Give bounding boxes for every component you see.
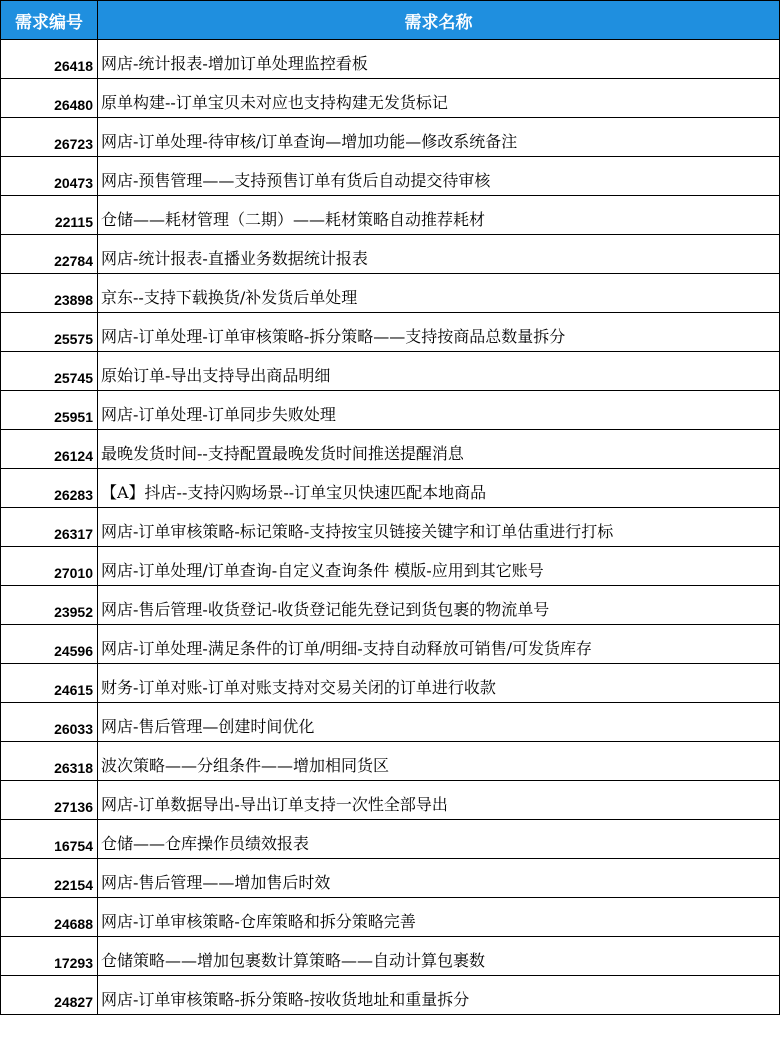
table-row	[1, 508, 780, 547]
requirement-id-cell: 24615	[1, 664, 98, 703]
requirement-name-cell: 仓储策略——增加包裹数计算策略——自动计算包裹数	[98, 937, 780, 976]
table-row	[1, 79, 780, 118]
requirement-name-cell: 【A】抖店--支持闪购场景--订单宝贝快速匹配本地商品	[98, 469, 780, 508]
requirement-name-cell: 网店-订单处理-待审核/订单查询—增加功能—修改系统备注	[98, 118, 780, 157]
requirement-id-cell: 26418	[1, 40, 98, 79]
table-row	[1, 898, 780, 937]
table-row	[1, 547, 780, 586]
requirement-name-cell: 财务-订单对账-订单对账支持对交易关闭的订单进行收款	[98, 664, 780, 703]
table-row	[1, 703, 780, 742]
table-row	[1, 313, 780, 352]
requirement-name-cell: 原单构建--订单宝贝未对应也支持构建无发货标记	[98, 79, 780, 118]
requirement-id-cell: 25951	[1, 391, 98, 430]
requirement-id-cell: 26317	[1, 508, 98, 547]
table-row	[1, 664, 780, 703]
requirement-id-cell: 26480	[1, 79, 98, 118]
requirement-name-cell: 网店-订单审核策略-标记策略-支持按宝贝链接关键字和订单估重进行打标	[98, 508, 780, 547]
requirement-name-cell: 仓储——仓库操作员绩效报表	[98, 820, 780, 859]
requirement-id-cell: 23952	[1, 586, 98, 625]
table-row	[1, 40, 780, 79]
requirement-id-cell: 22784	[1, 235, 98, 274]
requirement-name-cell: 波次策略——分组条件——增加相同货区	[98, 742, 780, 781]
table-row	[1, 937, 780, 976]
requirement-id-cell: 25575	[1, 313, 98, 352]
requirement-id-cell: 16754	[1, 820, 98, 859]
requirement-name-cell: 网店-订单审核策略-拆分策略-按收货地址和重量拆分	[98, 976, 780, 1015]
table-row	[1, 391, 780, 430]
requirement-name-cell: 仓储——耗材管理（二期）——耗材策略自动推荐耗材	[98, 196, 780, 235]
requirement-name-cell: 网店-预售管理——支持预售订单有货后自动提交待审核	[98, 157, 780, 196]
requirement-id-cell: 22115	[1, 196, 98, 235]
requirement-name-cell: 网店-售后管理——增加售后时效	[98, 859, 780, 898]
table-row	[1, 742, 780, 781]
requirement-id-cell: 26723	[1, 118, 98, 157]
requirement-name-cell: 网店-订单处理-满足条件的订单/明细-支持自动释放可销售/可发货库存	[98, 625, 780, 664]
requirement-id-cell: 26283	[1, 469, 98, 508]
requirement-id-cell: 23898	[1, 274, 98, 313]
requirement-name-cell: 网店-订单数据导出-导出订单支持一次性全部导出	[98, 781, 780, 820]
table-row	[1, 196, 780, 235]
requirement-id-cell: 24596	[1, 625, 98, 664]
requirement-name-cell: 网店-订单处理-订单审核策略-拆分策略——支持按商品总数量拆分	[98, 313, 780, 352]
requirement-id-cell: 17293	[1, 937, 98, 976]
table-row	[1, 586, 780, 625]
requirement-name-cell: 网店-订单审核策略-仓库策略和拆分策略完善	[98, 898, 780, 937]
requirement-name-cell: 网店-统计报表-增加订单处理监控看板	[98, 40, 780, 79]
header-requirement-id: 需求编号	[1, 1, 98, 40]
table-row	[1, 352, 780, 391]
table-header-row	[1, 1, 780, 40]
requirement-id-cell: 24688	[1, 898, 98, 937]
table-body	[1, 40, 780, 1015]
table-row	[1, 976, 780, 1015]
requirement-name-cell: 网店-统计报表-直播业务数据统计报表	[98, 235, 780, 274]
table-row	[1, 625, 780, 664]
table-row	[1, 157, 780, 196]
table-row	[1, 469, 780, 508]
requirement-name-cell: 网店-订单处理-订单同步失败处理	[98, 391, 780, 430]
requirement-id-cell: 26124	[1, 430, 98, 469]
requirement-id-cell: 24827	[1, 976, 98, 1015]
table-row	[1, 118, 780, 157]
requirement-id-cell: 20473	[1, 157, 98, 196]
table-row	[1, 274, 780, 313]
requirement-id-cell: 26318	[1, 742, 98, 781]
requirement-id-cell: 27010	[1, 547, 98, 586]
table-row	[1, 820, 780, 859]
requirement-name-cell: 原始订单-导出支持导出商品明细	[98, 352, 780, 391]
requirement-name-cell: 网店-订单处理/订单查询-自定义查询条件 模版-应用到其它账号	[98, 547, 780, 586]
table-row	[1, 235, 780, 274]
requirement-id-cell: 27136	[1, 781, 98, 820]
table-row	[1, 859, 780, 898]
table-row	[1, 430, 780, 469]
requirement-id-cell: 25745	[1, 352, 98, 391]
requirement-id-cell: 22154	[1, 859, 98, 898]
table-row	[1, 781, 780, 820]
header-requirement-name: 需求名称	[98, 1, 780, 40]
requirement-name-cell: 网店-售后管理—创建时间优化	[98, 703, 780, 742]
requirement-name-cell: 京东--支持下载换货/补发货后单处理	[98, 274, 780, 313]
requirement-id-cell: 26033	[1, 703, 98, 742]
requirement-name-cell: 最晚发货时间--支持配置最晚发货时间推送提醒消息	[98, 430, 780, 469]
requirement-name-cell: 网店-售后管理-收货登记-收货登记能先登记到货包裹的物流单号	[98, 586, 780, 625]
